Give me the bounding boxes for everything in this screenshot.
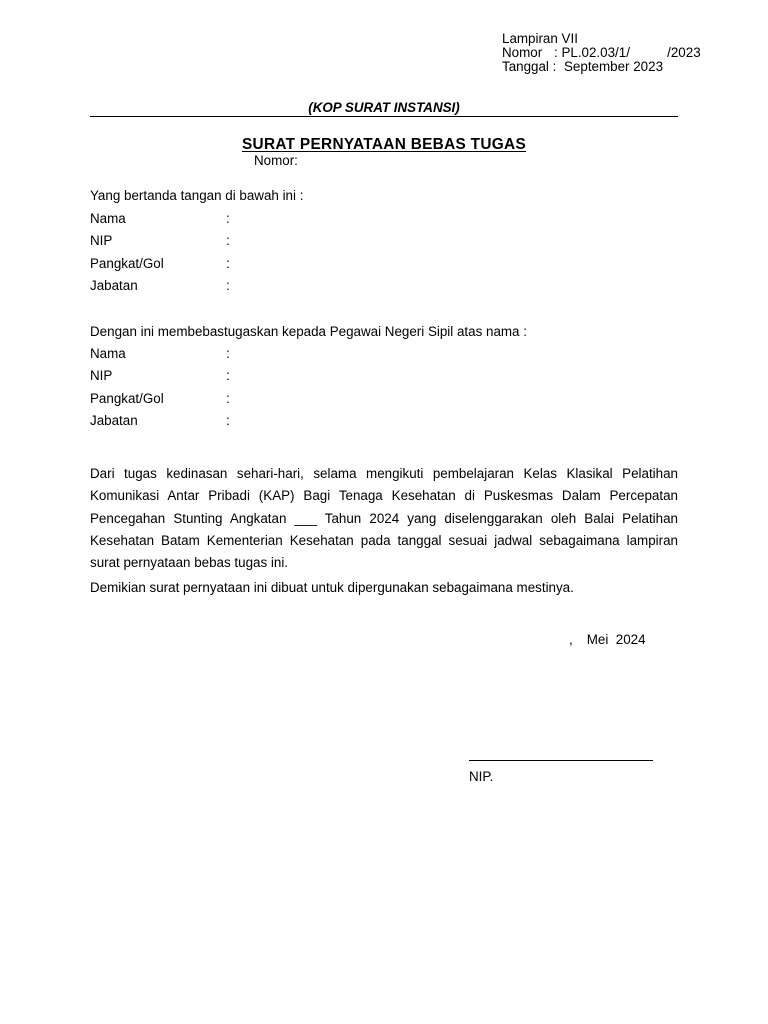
appendix-tanggal-label: Tanggal : — [502, 59, 557, 74]
letterhead-placeholder: (KOP SURAT INSTANSI) — [308, 100, 460, 115]
employee-field-jabatan: Jabatan — [90, 413, 138, 428]
employee-field-nama: Nama — [90, 346, 126, 361]
employee-colon-pangkat: : — [226, 391, 230, 406]
signer-field-pangkat: Pangkat/Gol — [90, 256, 164, 271]
document-title: SURAT PERNYATAAN BEBAS TUGAS — [241, 136, 527, 153]
signer-colon-pangkat: : — [226, 256, 230, 271]
appendix-block — [502, 32, 701, 74]
signature-date-comma: , — [569, 632, 573, 647]
appendix-tanggal — [502, 60, 701, 74]
signer-colon-nama: : — [226, 211, 230, 226]
signature-nip-label: NIP. — [469, 769, 494, 784]
appendix-lampiran: Lampiran VII — [502, 31, 578, 46]
appendix-nomor-label: Nomor — [502, 45, 543, 60]
signer-field-nip: NIP — [90, 233, 113, 248]
signer-colon-nip: : — [226, 233, 230, 248]
signer-field-jabatan: Jabatan — [90, 278, 138, 293]
signer-field-nama: Nama — [90, 211, 126, 226]
employee-field-pangkat: Pangkat/Gol — [90, 391, 164, 406]
signer-intro: Yang bertanda tangan di bawah ini : — [90, 188, 304, 203]
closing-sentence: Demikian surat pernyataan ini dibuat untuk dipergunakan sebagaimana mestinya. — [90, 580, 574, 595]
appendix-nomor — [502, 46, 701, 60]
employee-colon-jabatan: : — [226, 413, 230, 428]
document-number: Nomor: — [254, 153, 298, 168]
employee-colon-nip: : — [226, 368, 230, 383]
statement-paragraph: Dari tugas kedinasan sehari-hari, selama mengikuti pembelajaran Kelas Klasikal Pelatihan Komunikasi Antar Pribadi (KAP) Bagi Tenaga Kesehatan di Puskesmas Dalam Percepatan Pencegahan Stunting Angkatan ___ Tahun 2024 yang diselenggarakan oleh Balai Pelatihan Kesehatan Batam Kementerian Kesehatan pada tanggal sesuai jadwal sebagaimana lampiran surat pernyataan bebas tugas ini. — [90, 466, 678, 571]
signature-date-value: Mei 2024 — [586, 632, 646, 647]
letterhead-divider — [90, 116, 678, 117]
employee-colon-nama: : — [226, 346, 230, 361]
signature-date — [569, 632, 646, 647]
employee-intro: Dengan ini membebastugaskan kepada Pegawai Negeri Sipil atas nama : — [90, 324, 527, 339]
signer-colon-jabatan: : — [226, 278, 230, 293]
appendix-nomor-value: : PL.02.03/1/ /2023 — [554, 45, 701, 60]
appendix-tanggal-value: September 2023 — [564, 59, 664, 74]
employee-field-nip: NIP — [90, 368, 113, 383]
signature-line — [469, 760, 653, 761]
